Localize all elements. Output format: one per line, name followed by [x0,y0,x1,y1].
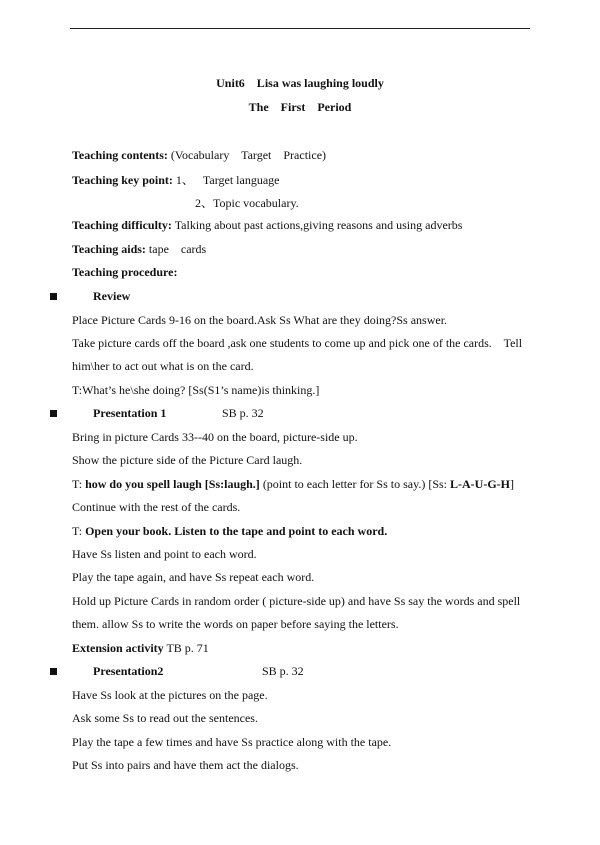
bullet-square-icon [50,410,57,417]
teaching-contents-value: (Vocabulary Target Practice) [167,148,327,162]
spell-answer: L-A-U-G-H [450,477,510,491]
presentation1-line: Hold up Picture Cards in random order ( picture-side up) and have Ss say the words and spell [72,594,521,608]
teaching-difficulty [72,218,462,233]
bullet-square-icon [50,668,57,675]
presentation2-line: Ask some Ss to read out the sentences. [72,711,258,725]
teaching-contents [72,148,326,163]
spell-prefix: T: [72,477,86,491]
teaching-key-point [72,171,280,188]
review-line: Take picture cards off the board ,ask one students to come up and pick one of the cards. Tell [72,336,523,350]
difficulty-value: Talking about past actions,giving reasons and using adverbs [171,218,463,232]
teaching-aids [72,242,206,257]
presentation1-line: Have Ss listen and point to each word. [72,547,257,561]
presentation2-ref: SB p. 32 [262,664,304,678]
presentation1-heading: Presentation 1 [93,406,167,420]
teaching-procedure-label: Teaching procedure: [72,265,178,279]
key-point-item-2: 2、Topic vocabulary. [195,196,299,210]
presentation2-line: Play the tape a few times and have Ss practice along with the tape. [72,735,392,749]
extension-label: Extension activity [72,641,164,655]
review-line: him\her to act out what is on the card. [72,359,254,373]
lesson-subtitle: The First Period [248,100,352,114]
spell-close: ] [510,477,514,491]
presentation2-line: Have Ss look at the pictures on the page. [72,688,268,702]
presentation2-line: Put Ss into pairs and have them act the dialogs. [72,758,299,772]
presentation1-line: Show the picture side of the Picture Card laugh. [72,453,303,467]
bullet-square-icon [50,293,57,300]
key-point-label: Teaching key point: [72,173,173,187]
extension-activity [72,641,209,656]
difficulty-label: Teaching difficulty: [72,218,172,232]
review-line: Place Picture Cards 9-16 on the board.Ask Ss What are they doing?Ss answer. [72,313,448,327]
aids-label: Teaching aids: [72,242,146,256]
extension-value: TB p. 71 [163,641,209,655]
presentation1-line: them. allow Ss to write the words on paper before saying the letters. [72,617,399,631]
review-heading: Review [93,289,131,303]
open-book-prefix: T: [72,524,86,538]
presentation1-ref: SB p. 32 [222,406,264,420]
key-point-item-1: 1、 Target language [172,173,280,187]
spell-laugh-line [72,477,514,492]
teaching-contents-label: Teaching contents: [72,148,168,162]
presentation2-heading: Presentation2 [93,664,164,678]
presentation1-line: Play the tape again, and have Ss repeat each word. [72,570,315,584]
open-book-instruction: Open your book. Listen to the tape and point to each word. [85,524,388,538]
open-book-line [72,524,387,539]
header-rule [70,28,530,29]
presentation1-line: Continue with the rest of the cards. [72,500,241,514]
spell-question: how do you spell laugh [Ss:laugh.] [85,477,260,491]
spell-instruction: (point to each letter for Ss to say.) [Ss: [259,477,450,491]
lesson-title: Unit6 Lisa was laughing loudly [216,76,384,90]
review-line: T:What’s he\she doing? [Ss(S1’s name)is thinking.] [72,383,320,397]
aids-value: tape cards [145,242,207,256]
presentation1-line: Bring in picture Cards 33--40 on the board, picture-side up. [72,430,358,444]
